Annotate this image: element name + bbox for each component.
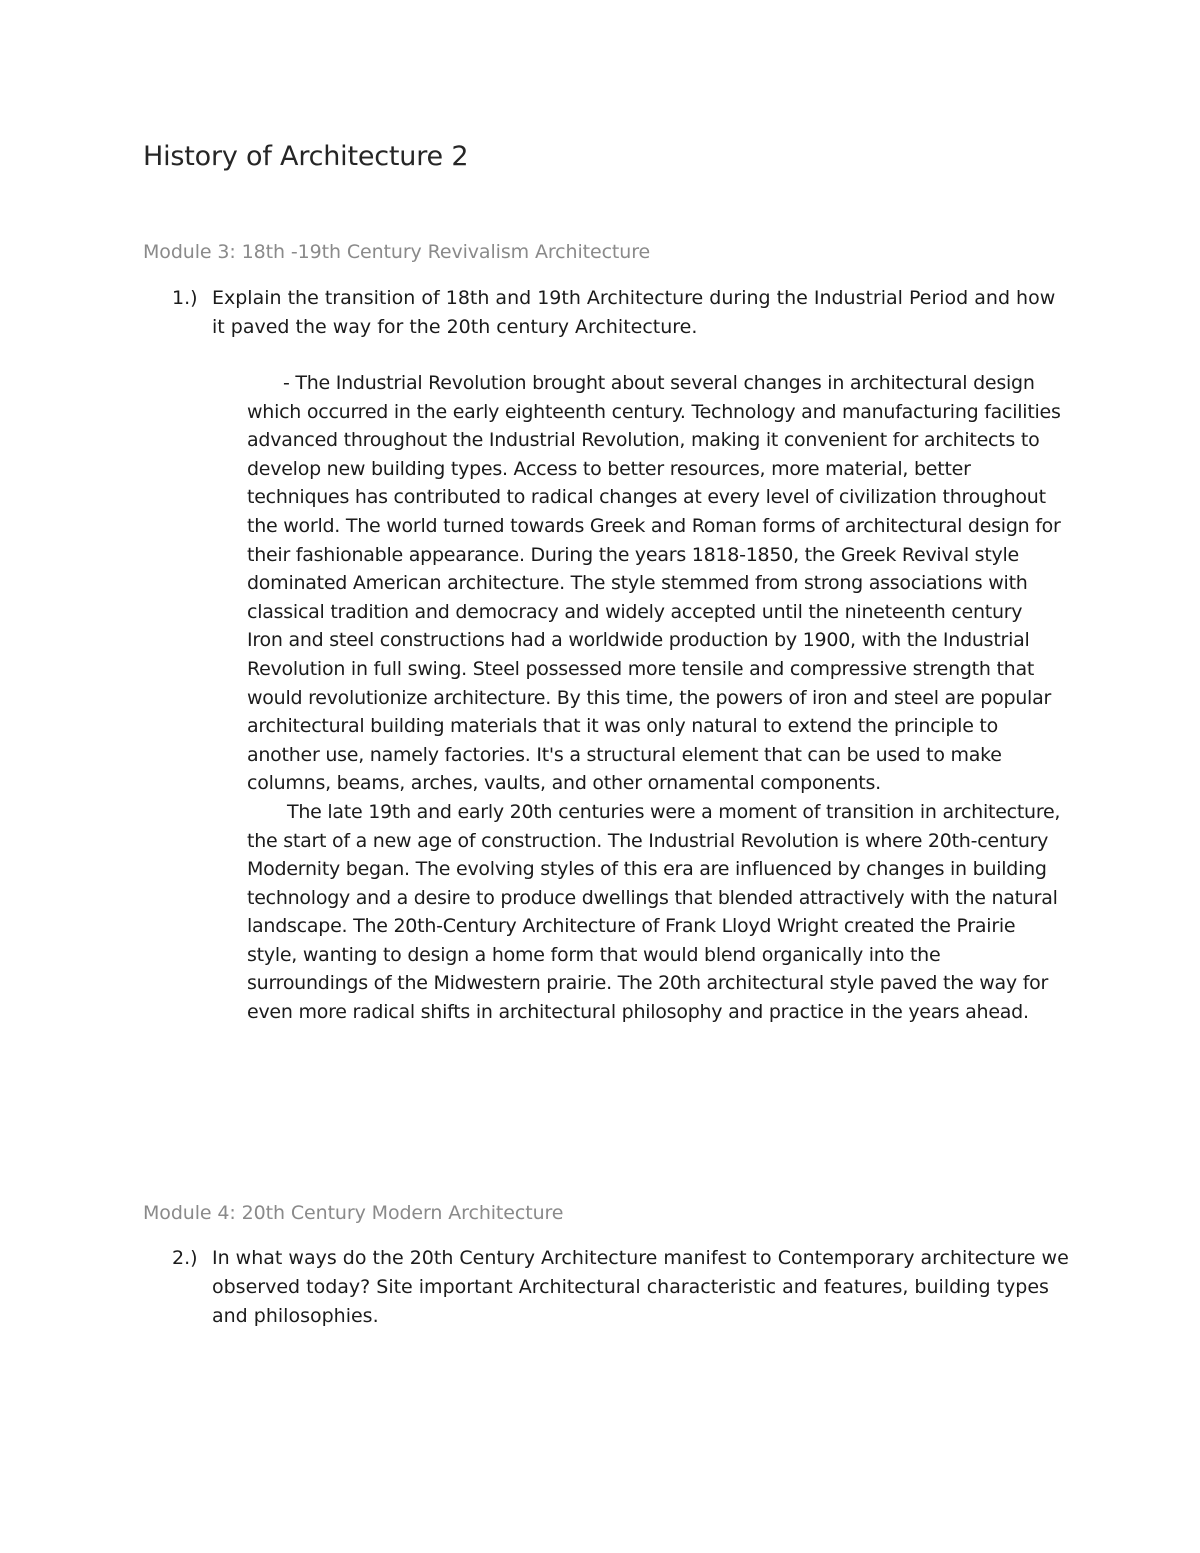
question-1-number: 1.) <box>172 287 198 309</box>
module-3-heading: Module 3: 18th -19th Century Revivalism Architecture <box>143 241 651 263</box>
question-2-number: 2.) <box>172 1247 198 1269</box>
question-1 <box>172 284 1072 342</box>
question-2-text: In what ways do the 20th Century Architecture manifest to Contemporary architecture we observed today? Site important Architectural characteristic and features, building types and philosophies. <box>212 1247 1069 1327</box>
question-1-answer <box>247 369 1062 1027</box>
module-4-heading: Module 4: 20th Century Modern Architecture <box>143 1202 564 1224</box>
question-1-text: Explain the transition of 18th and 19th Architecture during the Industrial Period and how it paved the way for the 20th century Architecture. <box>212 287 1056 338</box>
answer-paragraph-1: - The Industrial Revolution brought about several changes in architectural design which occurred in the early eighteenth century. Technology and manufacturing facilities advanced throughout the Industrial Revolution, making it convenient for architects to develop new building types. Access to better resources, more material, better techniques has contributed to radical changes at every level of civilization throughout the world. The world turned towards Greek and Roman forms of architectural design for their fashionable appearance. During the years 1818-1850, the Greek Revival style dominated American architecture. The style stemmed from strong associations with classical tradition and democracy and widely accepted until the nineteenth century Iron and steel constructions had a worldwide production by 1900, with the Industrial Revolution in full swing. Steel possessed more tensile and compressive strength that would revolutionize architecture. By this time, the powers of iron and steel are popular architectural building materials that it was only natural to extend the principle to another use, namely factories. It's a structural element that can be used to make columns, beams, arches, vaults, and other ornamental components. <box>247 372 1061 795</box>
answer-paragraph-2: The late 19th and early 20th centuries were a moment of transition in architecture, the start of a new age of construction. The Industrial Revolution is where 20th-century Modernity began. The evolving styles of this era are influenced by changes in building technology and a desire to produce dwellings that blended attractively with the natural landscape. The 20th-Century Architecture of Frank Lloyd Wright created the Prairie style, wanting to design a home form that would blend organically into the surroundings of the Midwestern prairie. The 20th architectural style paved the way for even more radical shifts in architectural philosophy and practice in the years ahead. <box>247 800 1061 1024</box>
question-2 <box>172 1244 1072 1331</box>
document-title: History of Architecture 2 <box>143 141 469 172</box>
